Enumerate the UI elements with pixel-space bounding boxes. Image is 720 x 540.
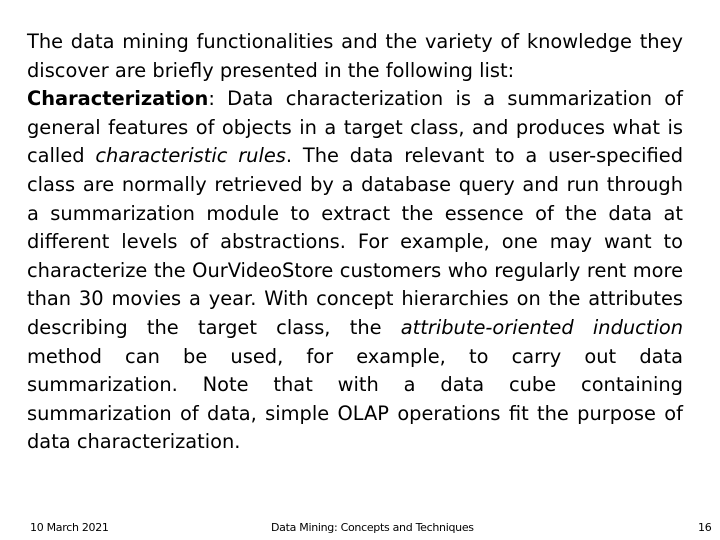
paragraph-text-2: . The data relevant to a user-specified class are normally retrieved by a database query and run through a summarization module to extract the essence of the data at different levels of abstractions. For example, one may want to characterize the OurVideoStore customers who regularly rent more than 30 movies a year. With concept hierarchies on the attributes describing the target class, the [27,144,683,339]
slide-body [27,28,683,457]
attribute-oriented-induction-term: attribute-oriented induction [400,315,683,339]
paragraph-text-1: Data characterization is a summarization of general features of objects in a target class, and produces what is called [27,87,683,168]
paragraph-text-3: method can be used, for example, to carry out data summarization. Note that with a data cube containing summarization of data, simple OLAP operations fit the purpose of data characterization. [27,344,683,454]
characterization-term: Characterization [27,87,209,111]
page-number: 16 [698,521,712,534]
characteristic-rules-term: characteristic rules [95,144,286,168]
term-colon: : [208,87,215,111]
footer-date: 10 March 2021 [30,521,109,534]
footer-title: Data Mining: Concepts and Techniques [271,521,474,534]
characterization-paragraph [27,85,683,457]
intro-paragraph: The data mining functionalities and the variety of knowledge they discover are briefly presented in the following list: [27,30,683,82]
